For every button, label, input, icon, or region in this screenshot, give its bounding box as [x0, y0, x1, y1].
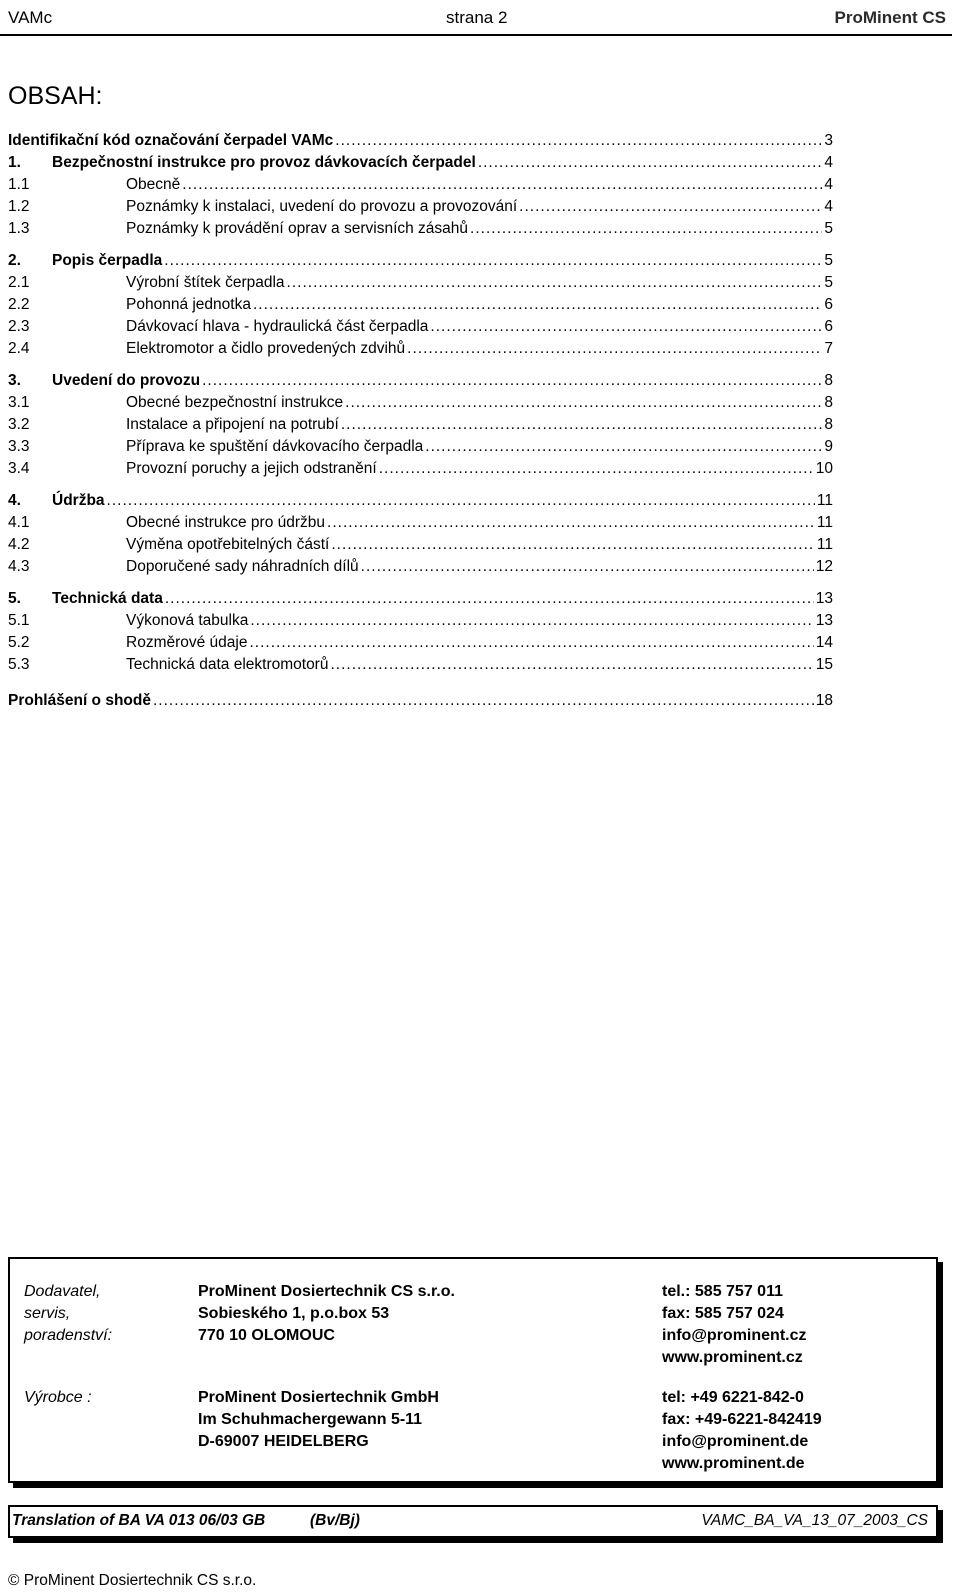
- toc-leader-dots: [478, 154, 823, 172]
- manufacturer-line: [10, 1411, 936, 1433]
- toc-leader-dots: [165, 590, 814, 608]
- toc-entry-page: 11: [816, 514, 833, 531]
- toc-entry-page: 4: [824, 198, 833, 215]
- toc-entry-page: 12: [815, 558, 833, 575]
- toc-entry-page: 4: [824, 176, 833, 193]
- toc-entry-title: Instalace a připojení na potrubí: [126, 416, 339, 433]
- manufacturer-line: [10, 1389, 936, 1411]
- toc-leader-dots: [327, 514, 815, 532]
- contact-info: fax: 585 757 024: [662, 1305, 784, 1322]
- toc-entry[interactable]: [8, 176, 833, 198]
- toc-entry-number: 2.1: [8, 274, 30, 291]
- toc-leader-dots: [182, 176, 822, 194]
- toc-leader-dots: [250, 612, 813, 630]
- toc-entry[interactable]: [8, 296, 833, 318]
- toc-entry[interactable]: [8, 536, 833, 558]
- contact-info: www.prominent.cz: [662, 1349, 803, 1366]
- copyright: © ProMinent Dosiertechnik CS s.r.o.: [8, 1572, 257, 1589]
- manufacturer-block: [10, 1389, 936, 1477]
- toc-entry-title: Prohlášení o shodě: [8, 692, 151, 709]
- supplier-line: [10, 1283, 936, 1305]
- toc-entry-title: Popis čerpadla: [52, 252, 163, 269]
- toc-leader-dots: [164, 252, 822, 270]
- footer-translation: Translation of BA VA 013 06/03 GB: [12, 1512, 266, 1529]
- toc-entry-page: 11: [816, 536, 833, 553]
- footer-doc-id: VAMC_BA_VA_13_07_2003_CS: [701, 1512, 928, 1529]
- toc-leader-dots: [249, 634, 813, 652]
- toc-entry-number: 3.2: [8, 416, 30, 433]
- toc-entry-page: 5: [824, 274, 833, 291]
- toc-leader-dots: [430, 318, 822, 336]
- toc-entry-number: 3.4: [8, 460, 30, 477]
- toc-entry[interactable]: [8, 656, 833, 678]
- toc-entry-title: Dávkovací hlava - hydraulická část čerpadla: [126, 318, 429, 335]
- toc-entry[interactable]: [8, 372, 833, 394]
- toc-entry[interactable]: [8, 692, 833, 714]
- toc-entry[interactable]: [8, 318, 833, 340]
- toc-entry-number: 3.1: [8, 394, 30, 411]
- contact-label: Dodavatel,: [24, 1283, 101, 1300]
- toc-leader-dots: [341, 416, 823, 434]
- toc-entry-number: 5.3: [8, 656, 30, 673]
- toc-entry-title: Údržba: [52, 492, 105, 509]
- toc-entry[interactable]: [8, 612, 833, 634]
- toc-entry-number: 3.3: [8, 438, 30, 455]
- toc-entry-title: Obecné bezpečnostní instrukce: [126, 394, 344, 411]
- toc-entry-title: Technická data: [52, 590, 163, 607]
- contact-address: 770 10 OLOMOUC: [198, 1327, 335, 1344]
- toc-entry-number: 1.: [8, 154, 21, 171]
- toc-entry[interactable]: [8, 198, 833, 220]
- toc-entry-title: Uvedení do provozu: [52, 372, 201, 389]
- contact-info: fax: +49-6221-842419: [662, 1411, 822, 1428]
- toc-leader-dots: [335, 132, 822, 150]
- toc-leader-dots: [202, 372, 822, 390]
- supplier-line: [10, 1327, 936, 1349]
- toc-entry-title: Pohonná jednotka: [126, 296, 251, 313]
- toc-entry-number: 5.2: [8, 634, 30, 651]
- toc-leader-dots: [519, 198, 822, 216]
- toc-entry-title: Obecně: [126, 176, 181, 193]
- toc-entry-page: 6: [824, 318, 833, 335]
- toc-entry-page: 10: [815, 460, 833, 477]
- toc-entry-page: 14: [815, 634, 833, 651]
- toc-entry-title: Výkonová tabulka: [126, 612, 249, 629]
- contact-label: poradenství:: [24, 1327, 113, 1344]
- contact-address: Sobieského 1, p.o.box 53: [198, 1305, 390, 1322]
- toc-entry-title: Technická data elektromotorů: [126, 656, 329, 673]
- contact-address: Im Schuhmachergewann 5-11: [198, 1411, 423, 1428]
- contact-info: info@prominent.de: [662, 1433, 809, 1450]
- contact-info: info@prominent.cz: [662, 1327, 807, 1344]
- toc-entry[interactable]: [8, 132, 833, 154]
- toc-entry-title: Doporučené sady náhradních dílů: [126, 558, 359, 575]
- toc-entry[interactable]: [8, 438, 833, 460]
- toc-leader-dots: [379, 460, 814, 478]
- toc-leader-dots: [330, 656, 813, 674]
- contact-info: tel.: 585 757 011: [662, 1283, 783, 1300]
- toc-entry-number: 4.3: [8, 558, 30, 575]
- toc-entry[interactable]: [8, 460, 833, 482]
- contact-label: Výrobce :: [24, 1389, 92, 1406]
- toc-entry-number: 5.: [8, 590, 21, 607]
- toc-entry-number: 2.: [8, 252, 21, 269]
- toc-entry-title: Obecné instrukce pro údržbu: [126, 514, 326, 531]
- toc-leader-dots: [470, 220, 822, 238]
- toc-entry-title: Výměna opotřebitelných částí: [126, 536, 330, 553]
- contact-address: ProMinent Dosiertechnik CS s.r.o.: [198, 1283, 455, 1300]
- contact-address: D-69007 HEIDELBERG: [198, 1433, 369, 1450]
- toc-entry-page: 13: [815, 590, 833, 607]
- supplier-line: [10, 1305, 936, 1327]
- toc-leader-dots: [107, 492, 815, 510]
- toc-entry-page: 8: [824, 372, 833, 389]
- toc-entry-title: Výrobní štítek čerpadla: [126, 274, 285, 291]
- toc-entry-page: 8: [824, 416, 833, 433]
- toc-entry-title: Poznámky k instalaci, uvedení do provozu a provozování: [126, 198, 518, 215]
- toc-entry-title: Příprava ke spuštění dávkovacího čerpadla: [126, 438, 424, 455]
- toc-leader-dots: [331, 536, 815, 554]
- toc-entry-number: 3.: [8, 372, 21, 389]
- contact-info: www.prominent.de: [662, 1455, 805, 1472]
- toc-entry-number: 4.: [8, 492, 21, 509]
- header-page-number: strana 2: [446, 8, 508, 27]
- manufacturer-line: [10, 1455, 936, 1477]
- toc-entry[interactable]: [8, 514, 833, 536]
- footer-initials: (Bv/Bj): [310, 1512, 360, 1529]
- toc-entry-title: Poznámky k provádění oprav a servisních zásahů: [126, 220, 469, 237]
- toc-entry-number: 5.1: [8, 612, 30, 629]
- toc-entry[interactable]: [8, 394, 833, 416]
- toc-leader-dots: [345, 394, 822, 412]
- toc-entry-title: Bezpečnostní instrukce pro provoz dávkovacích čerpadel: [52, 154, 476, 171]
- toc-entry-page: 6: [824, 296, 833, 313]
- toc-entry-number: 4.1: [8, 514, 30, 531]
- toc-entry[interactable]: [8, 492, 833, 514]
- contact-label: servis,: [24, 1305, 71, 1322]
- toc-entry-page: 5: [824, 220, 833, 237]
- table-of-contents: [8, 132, 833, 714]
- toc-entry[interactable]: [8, 252, 833, 274]
- footer-box: [8, 1505, 938, 1538]
- toc-entry-number: 1.2: [8, 198, 30, 215]
- manufacturer-line: [10, 1433, 936, 1455]
- toc-leader-dots: [253, 296, 822, 314]
- toc-entry-title: Provozní poruchy a jejich odstranění: [126, 460, 377, 477]
- toc-entry-page: 18: [815, 692, 833, 709]
- toc-entry-title: Identifikační kód označování čerpadel VAMc: [8, 132, 334, 149]
- toc-title: OBSAH:: [8, 82, 103, 110]
- toc-entry-page: 7: [824, 340, 833, 357]
- toc-leader-dots: [407, 340, 822, 358]
- supplier-block: [10, 1283, 936, 1371]
- contact-box: [8, 1257, 938, 1483]
- toc-entry[interactable]: [8, 154, 833, 176]
- toc-entry-page: 9: [824, 438, 833, 455]
- contact-info: tel: +49 6221-842-0: [662, 1389, 804, 1406]
- toc-entry-number: 1.1: [8, 176, 30, 193]
- toc-entry-title: Elektromotor a čidlo provedených zdvihů: [126, 340, 406, 357]
- supplier-line: [10, 1349, 936, 1371]
- toc-entry-page: 15: [815, 656, 833, 673]
- toc-entry-number: 1.3: [8, 220, 30, 237]
- header-doc-name: VAMc: [8, 8, 53, 27]
- toc-entry-page: 8: [824, 394, 833, 411]
- toc-entry[interactable]: [8, 634, 833, 656]
- toc-leader-dots: [287, 274, 823, 292]
- contact-address: ProMinent Dosiertechnik GmbH: [198, 1389, 439, 1406]
- toc-leader-dots: [361, 558, 814, 576]
- toc-entry-title: Rozměrové údaje: [126, 634, 248, 651]
- toc-entry[interactable]: [8, 274, 833, 296]
- toc-entry[interactable]: [8, 220, 833, 242]
- toc-entry-page: 13: [815, 612, 833, 629]
- toc-entry-number: 2.4: [8, 340, 30, 357]
- toc-entry-number: 2.3: [8, 318, 30, 335]
- toc-leader-dots: [153, 692, 814, 710]
- toc-entry-number: 4.2: [8, 536, 30, 553]
- toc-entry-page: 4: [824, 154, 833, 171]
- toc-leader-dots: [425, 438, 822, 456]
- toc-entry-page: 11: [816, 492, 833, 509]
- toc-entry-page: 5: [824, 252, 833, 269]
- toc-entry-number: 2.2: [8, 296, 30, 313]
- toc-entry[interactable]: [8, 590, 833, 612]
- toc-entry[interactable]: [8, 416, 833, 438]
- header-company: ProMinent CS: [834, 8, 946, 27]
- toc-entry-page: 3: [824, 132, 833, 149]
- toc-entry[interactable]: [8, 340, 833, 362]
- toc-entry[interactable]: [8, 558, 833, 580]
- page-header: [0, 0, 952, 36]
